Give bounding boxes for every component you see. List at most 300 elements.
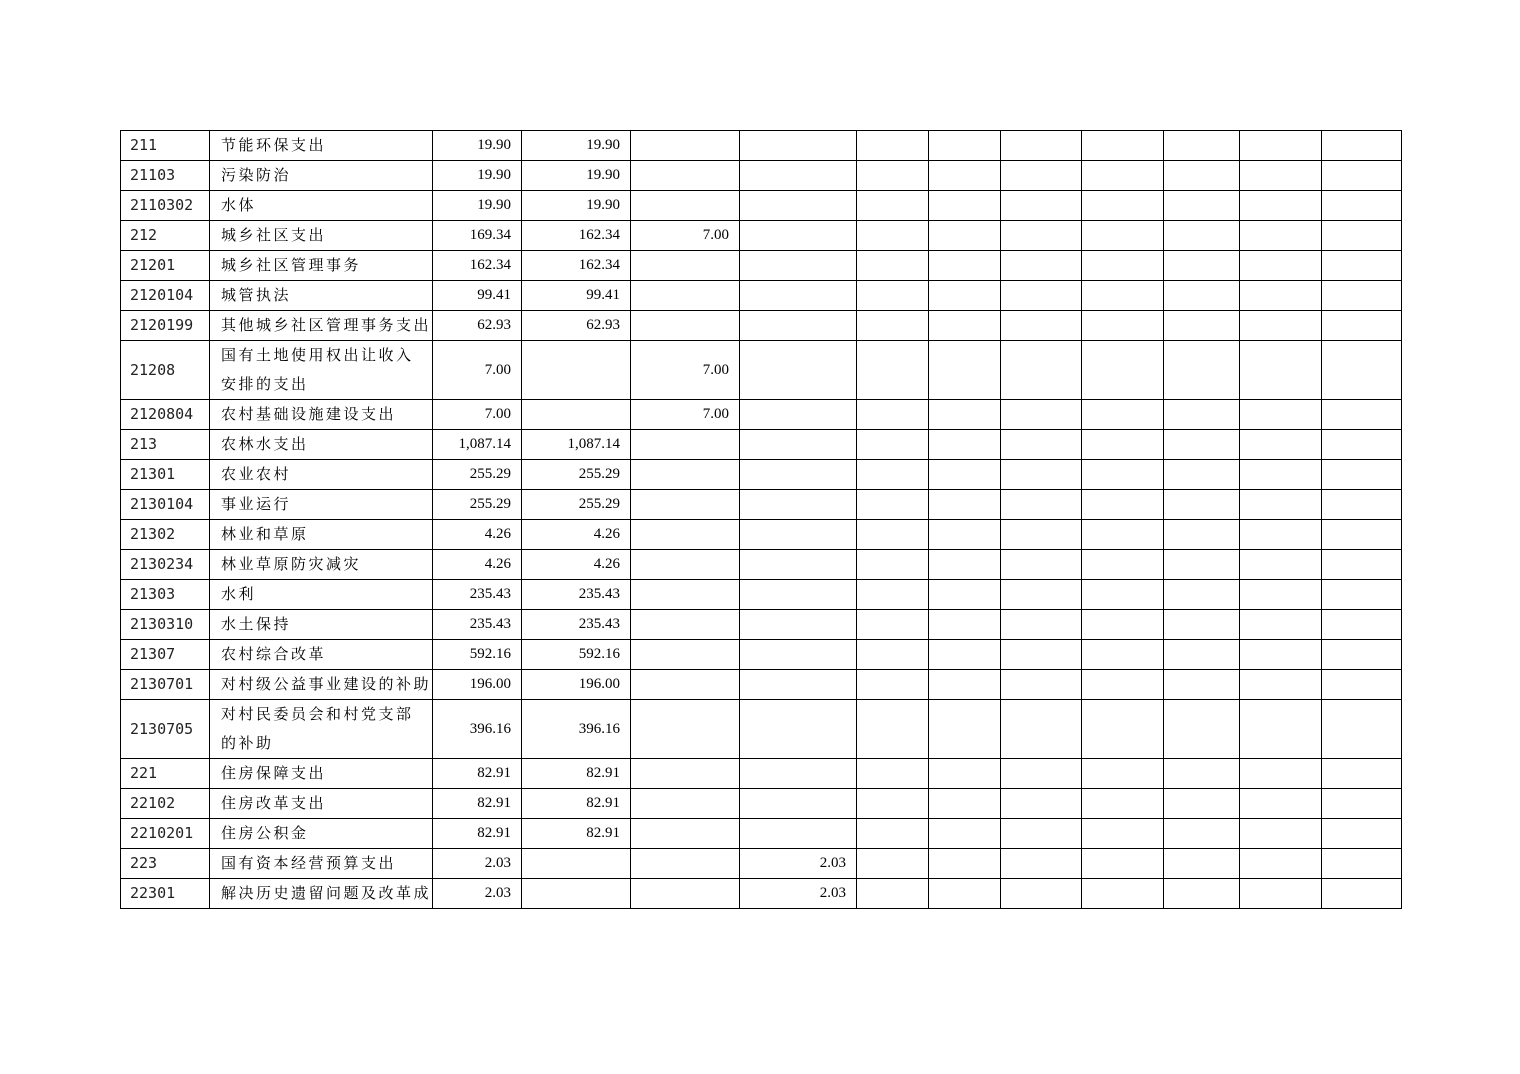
empty-cell [857, 311, 929, 341]
empty-cell [1322, 460, 1402, 490]
empty-cell [1240, 759, 1322, 789]
empty-cell [1322, 700, 1402, 759]
fund-budget-cell [631, 490, 740, 520]
empty-cell [1082, 430, 1164, 460]
state-capital-budget-cell [740, 759, 857, 789]
subject-name-cell: 国有土地使用权出让收入安排的支出 [210, 341, 433, 400]
total-amount-cell: 82.91 [433, 789, 522, 819]
empty-cell [1082, 311, 1164, 341]
total-amount-cell: 62.93 [433, 311, 522, 341]
empty-cell [1001, 580, 1082, 610]
empty-cell [929, 640, 1001, 670]
table-row [121, 670, 1402, 700]
table-row [121, 550, 1402, 580]
empty-cell [1164, 670, 1240, 700]
empty-cell [857, 879, 929, 909]
general-budget-cell: 4.26 [522, 550, 631, 580]
fund-budget-cell [631, 610, 740, 640]
general-budget-cell: 396.16 [522, 700, 631, 759]
empty-cell [1001, 520, 1082, 550]
state-capital-budget-cell [740, 520, 857, 550]
subject-code-cell: 2130104 [121, 490, 210, 520]
subject-name-cell: 城乡社区管理事务 [210, 251, 433, 281]
empty-cell [1322, 400, 1402, 430]
subject-name-cell: 污染防治 [210, 161, 433, 191]
empty-cell [1001, 191, 1082, 221]
table-row [121, 700, 1402, 759]
empty-cell [857, 700, 929, 759]
empty-cell [1001, 819, 1082, 849]
empty-cell [857, 520, 929, 550]
budget-table [120, 130, 1402, 909]
empty-cell [1001, 490, 1082, 520]
total-amount-cell: 396.16 [433, 700, 522, 759]
subject-name-cell: 林业草原防灾减灾 [210, 550, 433, 580]
state-capital-budget-cell [740, 460, 857, 490]
empty-cell [1322, 610, 1402, 640]
empty-cell [1082, 879, 1164, 909]
empty-cell [857, 550, 929, 580]
total-amount-cell: 169.34 [433, 221, 522, 251]
empty-cell [929, 520, 1001, 550]
fund-budget-cell [631, 580, 740, 610]
empty-cell [929, 281, 1001, 311]
empty-cell [1164, 580, 1240, 610]
subject-name-cell: 国有资本经营预算支出 [210, 849, 433, 879]
empty-cell [1082, 700, 1164, 759]
subject-code-cell: 21201 [121, 251, 210, 281]
table-row [121, 400, 1402, 430]
subject-code-cell: 2120804 [121, 400, 210, 430]
subject-name-cell: 水土保持 [210, 610, 433, 640]
table-row [121, 311, 1402, 341]
total-amount-cell: 19.90 [433, 161, 522, 191]
state-capital-budget-cell [740, 819, 857, 849]
empty-cell [857, 849, 929, 879]
fund-budget-cell [631, 670, 740, 700]
empty-cell [1322, 490, 1402, 520]
state-capital-budget-cell [740, 670, 857, 700]
fund-budget-cell [631, 281, 740, 311]
empty-cell [1322, 759, 1402, 789]
empty-cell [857, 789, 929, 819]
total-amount-cell: 4.26 [433, 520, 522, 550]
total-amount-cell: 4.26 [433, 550, 522, 580]
general-budget-cell: 1,087.14 [522, 430, 631, 460]
state-capital-budget-cell [740, 700, 857, 759]
empty-cell [929, 789, 1001, 819]
empty-cell [1001, 789, 1082, 819]
subject-code-cell: 21303 [121, 580, 210, 610]
empty-cell [857, 400, 929, 430]
empty-cell [1001, 341, 1082, 400]
empty-cell [929, 400, 1001, 430]
state-capital-budget-cell [740, 251, 857, 281]
empty-cell [1164, 550, 1240, 580]
empty-cell [929, 879, 1001, 909]
fund-budget-cell [631, 161, 740, 191]
table-row [121, 430, 1402, 460]
general-budget-cell: 235.43 [522, 580, 631, 610]
empty-cell [1082, 759, 1164, 789]
subject-code-cell: 21307 [121, 640, 210, 670]
empty-cell [1322, 191, 1402, 221]
empty-cell [1001, 849, 1082, 879]
subject-name-cell: 住房公积金 [210, 819, 433, 849]
table-row [121, 580, 1402, 610]
empty-cell [1164, 281, 1240, 311]
subject-name-cell: 城乡社区支出 [210, 221, 433, 251]
empty-cell [1322, 131, 1402, 161]
empty-cell [1240, 700, 1322, 759]
general-budget-cell: 82.91 [522, 789, 631, 819]
empty-cell [1164, 879, 1240, 909]
state-capital-budget-cell [740, 490, 857, 520]
state-capital-budget-cell [740, 191, 857, 221]
empty-cell [1164, 161, 1240, 191]
general-budget-cell: 19.90 [522, 161, 631, 191]
subject-code-cell: 2130310 [121, 610, 210, 640]
subject-name-cell: 水体 [210, 191, 433, 221]
total-amount-cell: 19.90 [433, 191, 522, 221]
fund-budget-cell [631, 131, 740, 161]
subject-code-cell: 21208 [121, 341, 210, 400]
general-budget-cell: 255.29 [522, 490, 631, 520]
fund-budget-cell [631, 191, 740, 221]
general-budget-cell: 592.16 [522, 640, 631, 670]
empty-cell [1240, 640, 1322, 670]
empty-cell [1001, 430, 1082, 460]
empty-cell [1322, 670, 1402, 700]
empty-cell [1164, 131, 1240, 161]
empty-cell [1164, 640, 1240, 670]
subject-name-cell: 住房改革支出 [210, 789, 433, 819]
empty-cell [857, 819, 929, 849]
table-row [121, 849, 1402, 879]
empty-cell [1240, 400, 1322, 430]
empty-cell [1240, 670, 1322, 700]
empty-cell [1082, 610, 1164, 640]
empty-cell [1082, 819, 1164, 849]
subject-code-cell: 212 [121, 221, 210, 251]
empty-cell [1322, 161, 1402, 191]
state-capital-budget-cell [740, 550, 857, 580]
fund-budget-cell [631, 700, 740, 759]
fund-budget-cell [631, 520, 740, 550]
empty-cell [1001, 251, 1082, 281]
empty-cell [857, 131, 929, 161]
subject-code-cell: 21301 [121, 460, 210, 490]
empty-cell [1322, 849, 1402, 879]
subject-name-cell: 对村级公益事业建设的补助 [210, 670, 433, 700]
empty-cell [857, 640, 929, 670]
empty-cell [929, 131, 1001, 161]
empty-cell [1322, 341, 1402, 400]
empty-cell [929, 700, 1001, 759]
empty-cell [857, 341, 929, 400]
empty-cell [857, 490, 929, 520]
empty-cell [1082, 341, 1164, 400]
empty-cell [1082, 281, 1164, 311]
fund-budget-cell [631, 550, 740, 580]
empty-cell [1001, 131, 1082, 161]
empty-cell [857, 161, 929, 191]
state-capital-budget-cell: 2.03 [740, 879, 857, 909]
empty-cell [929, 759, 1001, 789]
empty-cell [929, 670, 1001, 700]
empty-cell [1240, 580, 1322, 610]
empty-cell [857, 281, 929, 311]
total-amount-cell: 162.34 [433, 251, 522, 281]
total-amount-cell: 82.91 [433, 759, 522, 789]
table-row [121, 131, 1402, 161]
empty-cell [1322, 251, 1402, 281]
empty-cell [1164, 490, 1240, 520]
fund-budget-cell [631, 251, 740, 281]
empty-cell [929, 341, 1001, 400]
total-amount-cell: 255.29 [433, 460, 522, 490]
subject-code-cell: 221 [121, 759, 210, 789]
general-budget-cell: 162.34 [522, 251, 631, 281]
state-capital-budget-cell [740, 580, 857, 610]
total-amount-cell: 1,087.14 [433, 430, 522, 460]
table-row [121, 879, 1402, 909]
table-row [121, 161, 1402, 191]
state-capital-budget-cell [740, 221, 857, 251]
empty-cell [1164, 610, 1240, 640]
empty-cell [1001, 460, 1082, 490]
fund-budget-cell: 7.00 [631, 221, 740, 251]
empty-cell [1082, 640, 1164, 670]
subject-name-cell: 其他城乡社区管理事务支出 [210, 311, 433, 341]
fund-budget-cell [631, 311, 740, 341]
empty-cell [929, 460, 1001, 490]
empty-cell [1164, 759, 1240, 789]
general-budget-cell [522, 879, 631, 909]
total-amount-cell: 235.43 [433, 580, 522, 610]
state-capital-budget-cell [740, 640, 857, 670]
empty-cell [1082, 131, 1164, 161]
empty-cell [1164, 251, 1240, 281]
empty-cell [1164, 849, 1240, 879]
empty-cell [1240, 520, 1322, 550]
empty-cell [929, 430, 1001, 460]
subject-code-cell: 2210201 [121, 819, 210, 849]
general-budget-cell [522, 341, 631, 400]
empty-cell [1164, 700, 1240, 759]
subject-code-cell: 21302 [121, 520, 210, 550]
empty-cell [1001, 879, 1082, 909]
subject-name-cell: 节能环保支出 [210, 131, 433, 161]
empty-cell [1164, 430, 1240, 460]
empty-cell [1164, 819, 1240, 849]
subject-code-cell: 21103 [121, 161, 210, 191]
subject-name-cell: 林业和草原 [210, 520, 433, 550]
total-amount-cell: 7.00 [433, 341, 522, 400]
empty-cell [1001, 640, 1082, 670]
fund-budget-cell [631, 849, 740, 879]
subject-name-cell: 农村综合改革 [210, 640, 433, 670]
table-row [121, 819, 1402, 849]
total-amount-cell: 19.90 [433, 131, 522, 161]
empty-cell [1001, 670, 1082, 700]
table-row [121, 490, 1402, 520]
fund-budget-cell: 7.00 [631, 341, 740, 400]
empty-cell [929, 251, 1001, 281]
empty-cell [1240, 161, 1322, 191]
empty-cell [929, 221, 1001, 251]
state-capital-budget-cell: 2.03 [740, 849, 857, 879]
total-amount-cell: 2.03 [433, 879, 522, 909]
subject-code-cell: 2130234 [121, 550, 210, 580]
empty-cell [1164, 341, 1240, 400]
state-capital-budget-cell [740, 430, 857, 460]
empty-cell [857, 460, 929, 490]
empty-cell [1322, 281, 1402, 311]
total-amount-cell: 255.29 [433, 490, 522, 520]
empty-cell [1240, 490, 1322, 520]
table-row [121, 610, 1402, 640]
empty-cell [857, 670, 929, 700]
general-budget-cell: 62.93 [522, 311, 631, 341]
empty-cell [1001, 281, 1082, 311]
empty-cell [1001, 700, 1082, 759]
total-amount-cell: 2.03 [433, 849, 522, 879]
table-row [121, 520, 1402, 550]
table-row [121, 341, 1402, 400]
subject-name-cell: 水利 [210, 580, 433, 610]
empty-cell [1322, 819, 1402, 849]
table-body [121, 131, 1402, 909]
empty-cell [1082, 400, 1164, 430]
empty-cell [1240, 789, 1322, 819]
empty-cell [1240, 281, 1322, 311]
subject-code-cell: 2130705 [121, 700, 210, 759]
empty-cell [857, 430, 929, 460]
empty-cell [1082, 221, 1164, 251]
empty-cell [929, 849, 1001, 879]
table-row [121, 251, 1402, 281]
empty-cell [1164, 400, 1240, 430]
empty-cell [1322, 789, 1402, 819]
table-row [121, 789, 1402, 819]
state-capital-budget-cell [740, 610, 857, 640]
empty-cell [1240, 191, 1322, 221]
empty-cell [1001, 221, 1082, 251]
empty-cell [857, 251, 929, 281]
empty-cell [1164, 460, 1240, 490]
general-budget-cell: 19.90 [522, 131, 631, 161]
state-capital-budget-cell [740, 341, 857, 400]
empty-cell [929, 580, 1001, 610]
empty-cell [929, 191, 1001, 221]
total-amount-cell: 82.91 [433, 819, 522, 849]
empty-cell [1082, 191, 1164, 221]
subject-code-cell: 22301 [121, 879, 210, 909]
subject-name-cell: 农林水支出 [210, 430, 433, 460]
subject-code-cell: 211 [121, 131, 210, 161]
empty-cell [1240, 131, 1322, 161]
empty-cell [1322, 640, 1402, 670]
state-capital-budget-cell [740, 400, 857, 430]
empty-cell [929, 610, 1001, 640]
empty-cell [1001, 400, 1082, 430]
empty-cell [1240, 550, 1322, 580]
empty-cell [1082, 550, 1164, 580]
subject-name-cell: 住房保障支出 [210, 759, 433, 789]
subject-code-cell: 22102 [121, 789, 210, 819]
subject-name-cell: 事业运行 [210, 490, 433, 520]
subject-code-cell: 2130701 [121, 670, 210, 700]
empty-cell [1322, 221, 1402, 251]
empty-cell [1082, 849, 1164, 879]
total-amount-cell: 235.43 [433, 610, 522, 640]
empty-cell [1240, 341, 1322, 400]
general-budget-cell: 82.91 [522, 759, 631, 789]
fund-budget-cell [631, 640, 740, 670]
fund-budget-cell [631, 430, 740, 460]
general-budget-cell: 19.90 [522, 191, 631, 221]
fund-budget-cell [631, 789, 740, 819]
empty-cell [1240, 460, 1322, 490]
fund-budget-cell [631, 819, 740, 849]
empty-cell [1082, 161, 1164, 191]
state-capital-budget-cell [740, 281, 857, 311]
empty-cell [1001, 759, 1082, 789]
empty-cell [929, 819, 1001, 849]
empty-cell [1240, 221, 1322, 251]
general-budget-cell: 162.34 [522, 221, 631, 251]
empty-cell [1240, 251, 1322, 281]
empty-cell [1082, 520, 1164, 550]
fund-budget-cell: 7.00 [631, 400, 740, 430]
empty-cell [1164, 311, 1240, 341]
total-amount-cell: 7.00 [433, 400, 522, 430]
empty-cell [1082, 789, 1164, 819]
state-capital-budget-cell [740, 789, 857, 819]
fund-budget-cell [631, 879, 740, 909]
empty-cell [1082, 670, 1164, 700]
empty-cell [1322, 311, 1402, 341]
fund-budget-cell [631, 460, 740, 490]
general-budget-cell: 99.41 [522, 281, 631, 311]
empty-cell [1240, 879, 1322, 909]
empty-cell [857, 759, 929, 789]
empty-cell [1082, 251, 1164, 281]
general-budget-cell: 196.00 [522, 670, 631, 700]
general-budget-cell: 4.26 [522, 520, 631, 550]
table-row [121, 191, 1402, 221]
empty-cell [1001, 610, 1082, 640]
table-row [121, 759, 1402, 789]
empty-cell [929, 550, 1001, 580]
table-row [121, 640, 1402, 670]
general-budget-cell: 82.91 [522, 819, 631, 849]
general-budget-cell: 235.43 [522, 610, 631, 640]
empty-cell [1240, 430, 1322, 460]
empty-cell [929, 161, 1001, 191]
state-capital-budget-cell [740, 131, 857, 161]
empty-cell [1082, 490, 1164, 520]
state-capital-budget-cell [740, 161, 857, 191]
empty-cell [1001, 311, 1082, 341]
empty-cell [1082, 460, 1164, 490]
total-amount-cell: 99.41 [433, 281, 522, 311]
general-budget-cell [522, 400, 631, 430]
empty-cell [1240, 610, 1322, 640]
empty-cell [1164, 789, 1240, 819]
state-capital-budget-cell [740, 311, 857, 341]
